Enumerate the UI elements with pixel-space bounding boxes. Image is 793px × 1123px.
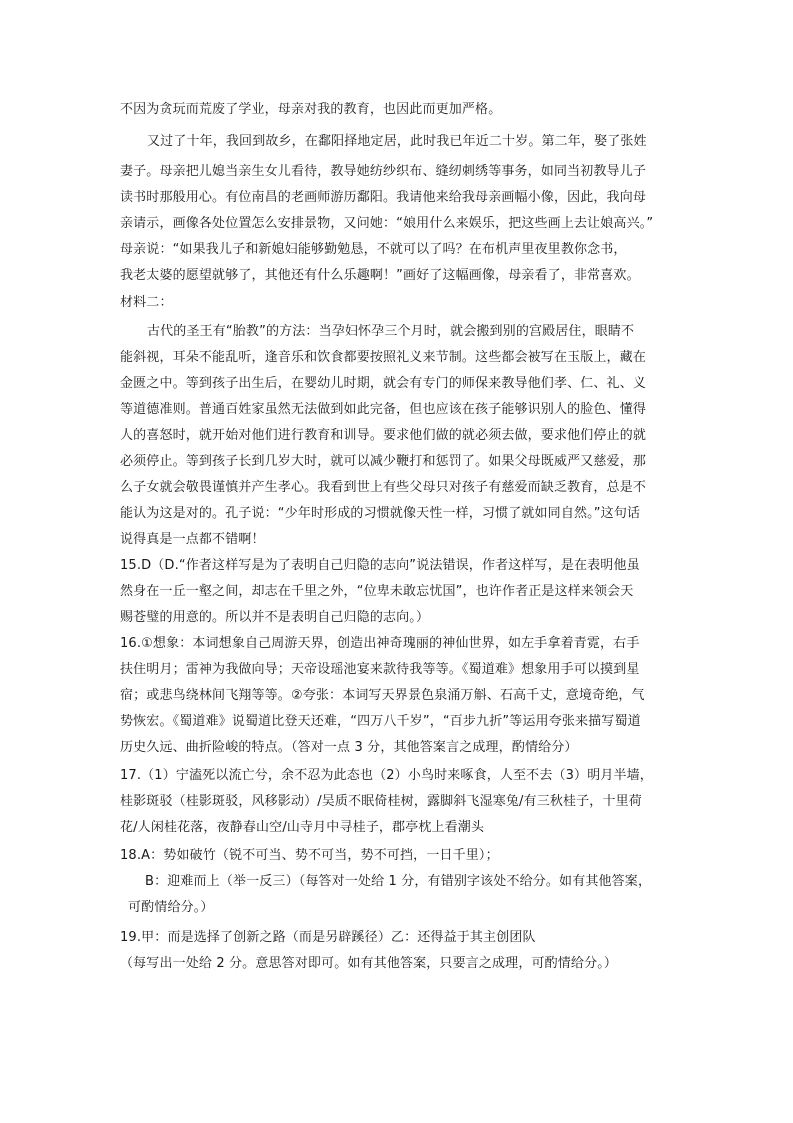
text-line: 又过了十年，我回到故乡，在鄱阳择地定居，此时我已年近二十岁。第二年，娶了张姓 xyxy=(147,134,647,149)
answer-line: 花/人闲桂花落，夜静春山空/山寺月中寻桂子，郡亭枕上看潮头 xyxy=(120,820,485,835)
answer-line: 19.甲：而是选择了创新之路（而是另辟蹊径）乙：还得益于其主创团队 xyxy=(120,930,536,945)
answer-line: 16.①想象：本词想象自己周游天界，创造出神奇瑰丽的神仙世界，如左手拿着青霓，右手 xyxy=(120,636,640,651)
answer-line: 然身在一丘一壑之间，却志在千里之外，“位卑未敢忘忧国”，也许作者正是这样来领会天 xyxy=(120,584,634,599)
text-line: 妻子。母亲把儿媳当亲生女儿看待，教导她纺纱织布、缝纫刺绣等事务，如同当初教导儿子 xyxy=(120,164,647,179)
answer-line: 扶住明月；雷神为我做向导；天帝设瑶池宴来款待我等等。《蜀道难》想象用手可以摸到星 xyxy=(120,662,640,677)
answer-line: 桂影斑驳（桂影斑驳，风移影动）/吴质不眠倚桂树，露脚斜飞湿寒兔/有三秋桂子，十里荷 xyxy=(120,794,642,809)
answer-line: 18.A：势如破竹（锐不可当、势不可当，势不可挡，一日千里）； xyxy=(120,848,499,863)
answer-line: （每写出一处给 2 分。意思答对即可。如有其他答案，只要言之成理，可酌情给分。） xyxy=(120,956,618,971)
text-line: 说得真是一点都不错啊！ xyxy=(120,532,265,547)
text-line: 亲请示，画像各处位置怎么安排景物，又问她：“娘用什么来娱乐，把这些画上去让娘高兴。” xyxy=(120,216,654,231)
answer-line: 15.D（D.“作者这样写是为了表明自己归隐的志向”说法错误，作者这样写，是在表明他虽 xyxy=(120,558,640,573)
text-line: 金匮之中。等到孩子出生后，在婴幼儿时期，就会有专门的师保来教导他们孝、仁、礼、义 xyxy=(120,376,647,391)
section-heading: 材料二： xyxy=(120,295,173,310)
answer-line: B：迎难而上（举一反三）（每答对一处给 1 分，有错别字该处不给分。如有其他答案， xyxy=(145,874,652,889)
text-line: 能认为这是对的。孔子说：“少年时形成的习惯就像天性一样，习惯了就如同自然。”这句话 xyxy=(120,506,641,521)
answer-line: 历史久远、曲折险峻的特点。（答对一点 3 分，其他答案言之成理，酌情给分） xyxy=(120,740,578,755)
answer-line: 势恢宏。《蜀道难》说蜀道比登天还难，“四万八千岁”，“百步九折”等运用夸张来描写蜀道 xyxy=(120,714,641,729)
text-line: 古代的圣王有“胎教”的方法：当孕妇怀孕三个月时，就会搬到别的宫殿居住，眼睛不 xyxy=(147,324,635,339)
answer-line: 17.（1）宁溘死以流亡兮，余不忍为此态也（2）小鸟时来啄食，人至不去（3）明月半墙， xyxy=(120,768,653,783)
answer-line: 赐苍璧的用意的。所以并不是表明自己归隐的志向。） xyxy=(120,610,430,625)
text-line: 我老太婆的愿望就够了，其他还有什么乐趣啊！”画好了这幅画像，母亲看了，非常喜欢。 xyxy=(120,268,640,283)
text-line: 等道德准则。普通百姓家虽然无法做到如此完备，但也应该在孩子能够识别人的脸色、懂得 xyxy=(120,402,647,417)
text-line: 不因为贪玩而荒废了学业，母亲对我的教育，也因此而更加严格。 xyxy=(120,102,502,117)
answer-line: 可酌情给分。） xyxy=(128,900,214,915)
text-line: 么子女就会敬畏谨慎并产生孝心。我看到世上有些父母只对孩子有慈爱而缺乏教育，总是不 xyxy=(120,480,647,495)
text-line: 能斜视，耳朵不能乱听，逢音乐和饮食都要按照礼义来节制。这些都会被写在玉版上，藏在 xyxy=(120,350,647,365)
text-line: 人的喜怒时，就开始对他们进行教育和训导。要求他们做的就必须去做，要求他们停止的就 xyxy=(120,428,647,443)
text-line: 读书时那般用心。有位南昌的老画师游历鄱阳。我请他来给我母亲画幅小像，因此，我向母 xyxy=(120,190,647,205)
answer-line: 宿；或悲鸟绕林间飞翔等等。②夸张：本词写天界景色泉涌万斛、石高千丈，意境奇绝，气 xyxy=(120,688,645,703)
text-line: 母亲说：“如果我儿子和新媳妇能够勤勉恳，不就可以了吗？在布机声里夜里教你念书， xyxy=(120,242,627,257)
text-line: 必须停止。等到孩子长到几岁大时，就可以减少鞭打和惩罚了。如果父母既威严又慈爱，那 xyxy=(120,454,647,469)
